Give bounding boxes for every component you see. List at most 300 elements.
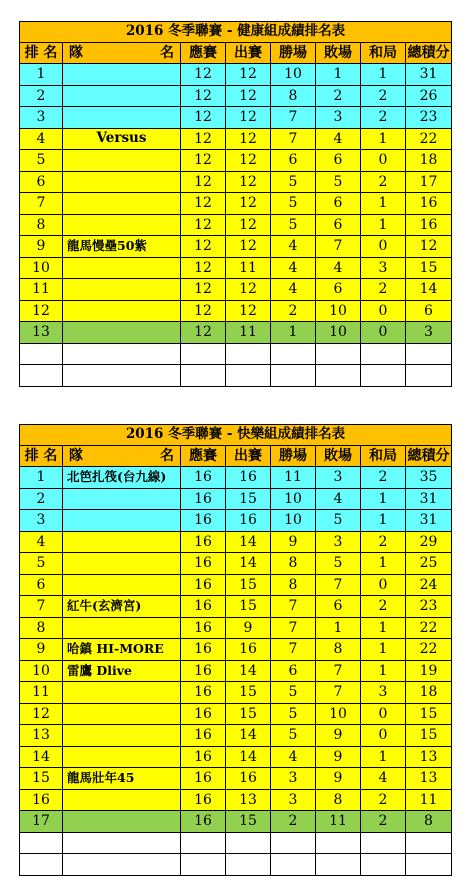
games-cell[interactable]: 16 bbox=[181, 768, 226, 790]
header-points[interactable]: 總積分 bbox=[406, 446, 452, 468]
losses-cell[interactable]: 9 bbox=[316, 768, 361, 790]
empty-cell[interactable] bbox=[316, 365, 361, 387]
losses-cell[interactable]: 9 bbox=[316, 725, 361, 747]
empty-cell[interactable] bbox=[226, 854, 271, 876]
rank-cell[interactable]: 9 bbox=[19, 639, 63, 661]
games-cell[interactable]: 12 bbox=[181, 172, 226, 194]
wins-cell[interactable]: 5 bbox=[271, 725, 316, 747]
header-team[interactable] bbox=[63, 43, 181, 65]
draws-cell[interactable]: 3 bbox=[361, 682, 406, 704]
empty-row[interactable] bbox=[19, 365, 452, 387]
games-cell[interactable]: 16 bbox=[181, 596, 226, 618]
points-cell[interactable]: 17 bbox=[406, 172, 452, 194]
played-cell[interactable]: 9 bbox=[226, 618, 271, 640]
draws-cell[interactable]: 0 bbox=[361, 725, 406, 747]
team-cell[interactable] bbox=[63, 129, 181, 151]
table-row[interactable] bbox=[19, 236, 452, 258]
empty-cell[interactable] bbox=[406, 344, 452, 366]
draws-cell[interactable]: 1 bbox=[361, 64, 406, 86]
rank-cell[interactable]: 9 bbox=[19, 236, 63, 258]
games-cell[interactable]: 12 bbox=[181, 322, 226, 344]
draws-cell[interactable]: 2 bbox=[361, 279, 406, 301]
losses-cell[interactable]: 1 bbox=[316, 618, 361, 640]
wins-cell[interactable]: 4 bbox=[271, 258, 316, 280]
played-cell[interactable]: 12 bbox=[226, 64, 271, 86]
played-cell[interactable]: 14 bbox=[226, 747, 271, 769]
draws-cell[interactable]: 2 bbox=[361, 532, 406, 554]
played-cell[interactable]: 16 bbox=[226, 467, 271, 489]
header-games[interactable]: 應賽 bbox=[181, 43, 226, 65]
rank-cell[interactable]: 1 bbox=[19, 64, 63, 86]
header-rank[interactable]: 排 名 bbox=[19, 446, 63, 468]
empty-row[interactable] bbox=[19, 833, 452, 855]
games-cell[interactable]: 12 bbox=[181, 215, 226, 237]
played-cell[interactable]: 11 bbox=[226, 322, 271, 344]
wins-cell[interactable]: 1 bbox=[271, 322, 316, 344]
games-cell[interactable]: 16 bbox=[181, 489, 226, 511]
empty-cell[interactable] bbox=[19, 833, 63, 855]
wins-cell[interactable]: 7 bbox=[271, 107, 316, 129]
header-rank[interactable]: 排 名 bbox=[19, 43, 63, 65]
losses-cell[interactable]: 8 bbox=[316, 790, 361, 812]
table-row[interactable] bbox=[19, 510, 452, 532]
header-wins[interactable]: 勝場 bbox=[271, 446, 316, 468]
table-row[interactable] bbox=[19, 704, 452, 726]
team-cell[interactable] bbox=[63, 725, 181, 747]
empty-cell[interactable] bbox=[406, 365, 452, 387]
draws-cell[interactable]: 1 bbox=[361, 553, 406, 575]
played-cell[interactable]: 16 bbox=[226, 768, 271, 790]
table-row[interactable] bbox=[19, 790, 452, 812]
games-cell[interactable]: 16 bbox=[181, 618, 226, 640]
rank-cell[interactable]: 1 bbox=[19, 467, 63, 489]
points-cell[interactable]: 3 bbox=[406, 322, 452, 344]
empty-cell[interactable] bbox=[226, 833, 271, 855]
points-cell[interactable]: 31 bbox=[406, 510, 452, 532]
team-cell[interactable] bbox=[63, 279, 181, 301]
table-row[interactable] bbox=[19, 107, 452, 129]
points-cell[interactable]: 22 bbox=[406, 129, 452, 151]
points-cell[interactable]: 26 bbox=[406, 86, 452, 108]
games-cell[interactable]: 16 bbox=[181, 467, 226, 489]
rank-cell[interactable]: 14 bbox=[19, 747, 63, 769]
empty-cell[interactable] bbox=[316, 854, 361, 876]
played-cell[interactable]: 14 bbox=[226, 661, 271, 683]
played-cell[interactable]: 15 bbox=[226, 489, 271, 511]
played-cell[interactable]: 12 bbox=[226, 150, 271, 172]
wins-cell[interactable]: 8 bbox=[271, 575, 316, 597]
games-cell[interactable]: 16 bbox=[181, 747, 226, 769]
games-cell[interactable]: 16 bbox=[181, 811, 226, 833]
wins-cell[interactable]: 2 bbox=[271, 811, 316, 833]
wins-cell[interactable]: 8 bbox=[271, 86, 316, 108]
table-row[interactable] bbox=[19, 575, 452, 597]
empty-cell[interactable] bbox=[361, 365, 406, 387]
points-cell[interactable]: 19 bbox=[406, 661, 452, 683]
rank-cell[interactable]: 16 bbox=[19, 790, 63, 812]
rank-cell[interactable]: 11 bbox=[19, 279, 63, 301]
table-title[interactable]: 2016 冬季聯賽 - 健康組成績排名表 bbox=[19, 21, 452, 43]
played-cell[interactable]: 13 bbox=[226, 790, 271, 812]
wins-cell[interactable]: 8 bbox=[271, 553, 316, 575]
played-cell[interactable]: 14 bbox=[226, 532, 271, 554]
draws-cell[interactable]: 2 bbox=[361, 596, 406, 618]
header-draws[interactable]: 和局 bbox=[361, 446, 406, 468]
wins-cell[interactable]: 7 bbox=[271, 639, 316, 661]
points-cell[interactable]: 12 bbox=[406, 236, 452, 258]
header-wins[interactable]: 勝場 bbox=[271, 43, 316, 65]
draws-cell[interactable]: 1 bbox=[361, 661, 406, 683]
draws-cell[interactable]: 0 bbox=[361, 301, 406, 323]
draws-cell[interactable]: 1 bbox=[361, 215, 406, 237]
header-losses[interactable]: 敗場 bbox=[316, 446, 361, 468]
played-cell[interactable]: 16 bbox=[226, 639, 271, 661]
empty-cell[interactable] bbox=[181, 854, 226, 876]
wins-cell[interactable]: 7 bbox=[271, 596, 316, 618]
team-cell[interactable] bbox=[63, 172, 181, 194]
wins-cell[interactable]: 5 bbox=[271, 172, 316, 194]
empty-cell[interactable] bbox=[361, 833, 406, 855]
wins-cell[interactable]: 10 bbox=[271, 510, 316, 532]
rank-cell[interactable]: 13 bbox=[19, 322, 63, 344]
draws-cell[interactable]: 2 bbox=[361, 86, 406, 108]
played-cell[interactable]: 15 bbox=[226, 682, 271, 704]
wins-cell[interactable]: 6 bbox=[271, 661, 316, 683]
table-row[interactable] bbox=[19, 553, 452, 575]
played-cell[interactable]: 12 bbox=[226, 172, 271, 194]
losses-cell[interactable]: 5 bbox=[316, 172, 361, 194]
empty-cell[interactable] bbox=[406, 833, 452, 855]
games-cell[interactable]: 16 bbox=[181, 790, 226, 812]
team-cell[interactable] bbox=[63, 301, 181, 323]
wins-cell[interactable]: 10 bbox=[271, 64, 316, 86]
played-cell[interactable]: 14 bbox=[226, 725, 271, 747]
table-row[interactable] bbox=[19, 467, 452, 489]
header-games[interactable]: 應賽 bbox=[181, 446, 226, 468]
losses-cell[interactable]: 6 bbox=[316, 596, 361, 618]
empty-cell[interactable] bbox=[181, 365, 226, 387]
rank-cell[interactable]: 7 bbox=[19, 193, 63, 215]
table-row[interactable] bbox=[19, 215, 452, 237]
rank-cell[interactable]: 10 bbox=[19, 258, 63, 280]
losses-cell[interactable]: 7 bbox=[316, 236, 361, 258]
team-cell[interactable] bbox=[63, 811, 181, 833]
points-cell[interactable]: 24 bbox=[406, 575, 452, 597]
wins-cell[interactable]: 2 bbox=[271, 301, 316, 323]
games-cell[interactable]: 12 bbox=[181, 301, 226, 323]
empty-cell[interactable] bbox=[271, 833, 316, 855]
empty-cell[interactable] bbox=[19, 854, 63, 876]
losses-cell[interactable]: 6 bbox=[316, 279, 361, 301]
empty-cell[interactable] bbox=[63, 365, 181, 387]
team-cell[interactable] bbox=[63, 150, 181, 172]
wins-cell[interactable]: 7 bbox=[271, 618, 316, 640]
empty-cell[interactable] bbox=[63, 344, 181, 366]
empty-cell[interactable] bbox=[226, 344, 271, 366]
games-cell[interactable]: 12 bbox=[181, 86, 226, 108]
empty-cell[interactable] bbox=[181, 344, 226, 366]
team-cell[interactable] bbox=[63, 258, 181, 280]
table-row[interactable] bbox=[19, 811, 452, 833]
team-cell[interactable] bbox=[63, 618, 181, 640]
played-cell[interactable]: 12 bbox=[226, 301, 271, 323]
games-cell[interactable]: 16 bbox=[181, 682, 226, 704]
points-cell[interactable]: 16 bbox=[406, 215, 452, 237]
games-cell[interactable]: 12 bbox=[181, 279, 226, 301]
losses-cell[interactable]: 10 bbox=[316, 704, 361, 726]
draws-cell[interactable]: 0 bbox=[361, 322, 406, 344]
losses-cell[interactable]: 2 bbox=[316, 86, 361, 108]
rank-cell[interactable]: 11 bbox=[19, 682, 63, 704]
wins-cell[interactable]: 3 bbox=[271, 768, 316, 790]
header-played[interactable]: 出賽 bbox=[226, 43, 271, 65]
games-cell[interactable]: 16 bbox=[181, 575, 226, 597]
losses-cell[interactable]: 4 bbox=[316, 129, 361, 151]
rank-cell[interactable]: 17 bbox=[19, 811, 63, 833]
points-cell[interactable]: 23 bbox=[406, 596, 452, 618]
draws-cell[interactable]: 1 bbox=[361, 129, 406, 151]
team-cell[interactable] bbox=[63, 768, 181, 790]
games-cell[interactable]: 12 bbox=[181, 258, 226, 280]
header-losses[interactable]: 敗場 bbox=[316, 43, 361, 65]
points-cell[interactable]: 15 bbox=[406, 258, 452, 280]
points-cell[interactable]: 14 bbox=[406, 279, 452, 301]
team-cell[interactable] bbox=[63, 467, 181, 489]
losses-cell[interactable]: 3 bbox=[316, 467, 361, 489]
table-row[interactable] bbox=[19, 64, 452, 86]
losses-cell[interactable]: 10 bbox=[316, 322, 361, 344]
draws-cell[interactable]: 2 bbox=[361, 467, 406, 489]
rank-cell[interactable]: 2 bbox=[19, 86, 63, 108]
points-cell[interactable]: 13 bbox=[406, 768, 452, 790]
empty-cell[interactable] bbox=[19, 365, 63, 387]
games-cell[interactable]: 12 bbox=[181, 150, 226, 172]
losses-cell[interactable]: 7 bbox=[316, 661, 361, 683]
rank-cell[interactable]: 12 bbox=[19, 301, 63, 323]
draws-cell[interactable]: 2 bbox=[361, 172, 406, 194]
rank-cell[interactable]: 3 bbox=[19, 107, 63, 129]
rank-cell[interactable]: 8 bbox=[19, 215, 63, 237]
points-cell[interactable]: 18 bbox=[406, 682, 452, 704]
table-row[interactable] bbox=[19, 129, 452, 151]
wins-cell[interactable]: 6 bbox=[271, 150, 316, 172]
empty-cell[interactable] bbox=[181, 833, 226, 855]
draws-cell[interactable]: 2 bbox=[361, 107, 406, 129]
played-cell[interactable]: 12 bbox=[226, 193, 271, 215]
table-row[interactable] bbox=[19, 532, 452, 554]
points-cell[interactable]: 6 bbox=[406, 301, 452, 323]
draws-cell[interactable]: 0 bbox=[361, 150, 406, 172]
team-cell[interactable] bbox=[63, 215, 181, 237]
games-cell[interactable]: 12 bbox=[181, 236, 226, 258]
header-draws[interactable]: 和局 bbox=[361, 43, 406, 65]
wins-cell[interactable]: 4 bbox=[271, 279, 316, 301]
draws-cell[interactable]: 1 bbox=[361, 618, 406, 640]
losses-cell[interactable]: 3 bbox=[316, 532, 361, 554]
wins-cell[interactable]: 4 bbox=[271, 747, 316, 769]
rank-cell[interactable]: 15 bbox=[19, 768, 63, 790]
header-played[interactable]: 出賽 bbox=[226, 446, 271, 468]
games-cell[interactable]: 16 bbox=[181, 532, 226, 554]
games-cell[interactable]: 16 bbox=[181, 639, 226, 661]
wins-cell[interactable]: 4 bbox=[271, 236, 316, 258]
empty-cell[interactable] bbox=[271, 854, 316, 876]
games-cell[interactable]: 16 bbox=[181, 661, 226, 683]
rank-cell[interactable]: 4 bbox=[19, 532, 63, 554]
team-cell[interactable] bbox=[63, 532, 181, 554]
wins-cell[interactable]: 5 bbox=[271, 215, 316, 237]
header-team[interactable] bbox=[63, 446, 181, 468]
losses-cell[interactable]: 5 bbox=[316, 553, 361, 575]
losses-cell[interactable]: 7 bbox=[316, 682, 361, 704]
played-cell[interactable]: 14 bbox=[226, 553, 271, 575]
team-cell[interactable] bbox=[63, 236, 181, 258]
rank-cell[interactable]: 4 bbox=[19, 129, 63, 151]
played-cell[interactable]: 15 bbox=[226, 811, 271, 833]
empty-cell[interactable] bbox=[316, 833, 361, 855]
wins-cell[interactable]: 5 bbox=[271, 704, 316, 726]
draws-cell[interactable]: 1 bbox=[361, 747, 406, 769]
games-cell[interactable]: 16 bbox=[181, 553, 226, 575]
games-cell[interactable]: 16 bbox=[181, 704, 226, 726]
table-row[interactable] bbox=[19, 172, 452, 194]
losses-cell[interactable]: 1 bbox=[316, 64, 361, 86]
table-row[interactable] bbox=[19, 489, 452, 511]
points-cell[interactable]: 22 bbox=[406, 618, 452, 640]
rank-cell[interactable]: 2 bbox=[19, 489, 63, 511]
games-cell[interactable]: 12 bbox=[181, 193, 226, 215]
empty-cell[interactable] bbox=[19, 344, 63, 366]
points-cell[interactable]: 16 bbox=[406, 193, 452, 215]
team-cell[interactable] bbox=[63, 704, 181, 726]
rank-cell[interactable]: 10 bbox=[19, 661, 63, 683]
table-row[interactable] bbox=[19, 301, 452, 323]
empty-cell[interactable] bbox=[63, 833, 181, 855]
table-row[interactable] bbox=[19, 747, 452, 769]
rank-cell[interactable]: 6 bbox=[19, 172, 63, 194]
points-cell[interactable]: 35 bbox=[406, 467, 452, 489]
draws-cell[interactable]: 1 bbox=[361, 510, 406, 532]
draws-cell[interactable]: 3 bbox=[361, 258, 406, 280]
rank-cell[interactable]: 7 bbox=[19, 596, 63, 618]
table-row[interactable] bbox=[19, 279, 452, 301]
losses-cell[interactable]: 7 bbox=[316, 575, 361, 597]
wins-cell[interactable]: 5 bbox=[271, 682, 316, 704]
team-cell[interactable] bbox=[63, 86, 181, 108]
points-cell[interactable]: 11 bbox=[406, 790, 452, 812]
team-cell[interactable] bbox=[63, 639, 181, 661]
points-cell[interactable]: 15 bbox=[406, 725, 452, 747]
table-row[interactable] bbox=[19, 661, 452, 683]
draws-cell[interactable]: 1 bbox=[361, 639, 406, 661]
header-points[interactable]: 總積分 bbox=[406, 43, 452, 65]
games-cell[interactable]: 12 bbox=[181, 107, 226, 129]
rank-cell[interactable]: 13 bbox=[19, 725, 63, 747]
draws-cell[interactable]: 1 bbox=[361, 193, 406, 215]
losses-cell[interactable]: 10 bbox=[316, 301, 361, 323]
points-cell[interactable]: 22 bbox=[406, 639, 452, 661]
points-cell[interactable]: 31 bbox=[406, 64, 452, 86]
draws-cell[interactable]: 2 bbox=[361, 811, 406, 833]
played-cell[interactable]: 12 bbox=[226, 86, 271, 108]
empty-cell[interactable] bbox=[271, 344, 316, 366]
wins-cell[interactable]: 11 bbox=[271, 467, 316, 489]
table-row[interactable] bbox=[19, 618, 452, 640]
team-cell[interactable] bbox=[63, 682, 181, 704]
wins-cell[interactable]: 3 bbox=[271, 790, 316, 812]
losses-cell[interactable]: 8 bbox=[316, 639, 361, 661]
wins-cell[interactable]: 5 bbox=[271, 193, 316, 215]
rank-cell[interactable]: 8 bbox=[19, 618, 63, 640]
losses-cell[interactable]: 11 bbox=[316, 811, 361, 833]
team-cell[interactable] bbox=[63, 747, 181, 769]
rank-cell[interactable]: 5 bbox=[19, 150, 63, 172]
points-cell[interactable]: 25 bbox=[406, 553, 452, 575]
empty-row[interactable] bbox=[19, 344, 452, 366]
draws-cell[interactable]: 1 bbox=[361, 489, 406, 511]
team-cell[interactable] bbox=[63, 596, 181, 618]
played-cell[interactable]: 15 bbox=[226, 575, 271, 597]
team-cell[interactable] bbox=[63, 64, 181, 86]
played-cell[interactable]: 12 bbox=[226, 129, 271, 151]
draws-cell[interactable]: 4 bbox=[361, 768, 406, 790]
points-cell[interactable]: 8 bbox=[406, 811, 452, 833]
played-cell[interactable]: 12 bbox=[226, 107, 271, 129]
table-row[interactable] bbox=[19, 682, 452, 704]
empty-cell[interactable] bbox=[226, 365, 271, 387]
empty-cell[interactable] bbox=[361, 344, 406, 366]
empty-cell[interactable] bbox=[63, 854, 181, 876]
table-row[interactable] bbox=[19, 596, 452, 618]
losses-cell[interactable]: 3 bbox=[316, 107, 361, 129]
rank-cell[interactable]: 3 bbox=[19, 510, 63, 532]
empty-row[interactable] bbox=[19, 854, 452, 876]
losses-cell[interactable]: 6 bbox=[316, 193, 361, 215]
points-cell[interactable]: 29 bbox=[406, 532, 452, 554]
played-cell[interactable]: 12 bbox=[226, 279, 271, 301]
points-cell[interactable]: 15 bbox=[406, 704, 452, 726]
games-cell[interactable]: 12 bbox=[181, 64, 226, 86]
draws-cell[interactable]: 2 bbox=[361, 790, 406, 812]
games-cell[interactable]: 12 bbox=[181, 129, 226, 151]
wins-cell[interactable]: 7 bbox=[271, 129, 316, 151]
table-row[interactable] bbox=[19, 639, 452, 661]
played-cell[interactable]: 15 bbox=[226, 704, 271, 726]
points-cell[interactable]: 23 bbox=[406, 107, 452, 129]
team-cell[interactable] bbox=[63, 790, 181, 812]
table-row[interactable] bbox=[19, 322, 452, 344]
losses-cell[interactable]: 4 bbox=[316, 258, 361, 280]
team-cell[interactable] bbox=[63, 575, 181, 597]
table-row[interactable] bbox=[19, 86, 452, 108]
team-cell[interactable] bbox=[63, 553, 181, 575]
team-cell[interactable] bbox=[63, 107, 181, 129]
games-cell[interactable]: 16 bbox=[181, 510, 226, 532]
rank-cell[interactable]: 5 bbox=[19, 553, 63, 575]
table-row[interactable] bbox=[19, 258, 452, 280]
wins-cell[interactable]: 10 bbox=[271, 489, 316, 511]
wins-cell[interactable]: 9 bbox=[271, 532, 316, 554]
rank-cell[interactable]: 6 bbox=[19, 575, 63, 597]
played-cell[interactable]: 11 bbox=[226, 258, 271, 280]
table-row[interactable] bbox=[19, 768, 452, 790]
losses-cell[interactable]: 6 bbox=[316, 215, 361, 237]
losses-cell[interactable]: 6 bbox=[316, 150, 361, 172]
played-cell[interactable]: 15 bbox=[226, 596, 271, 618]
team-cell[interactable] bbox=[63, 489, 181, 511]
losses-cell[interactable]: 5 bbox=[316, 510, 361, 532]
draws-cell[interactable]: 0 bbox=[361, 575, 406, 597]
